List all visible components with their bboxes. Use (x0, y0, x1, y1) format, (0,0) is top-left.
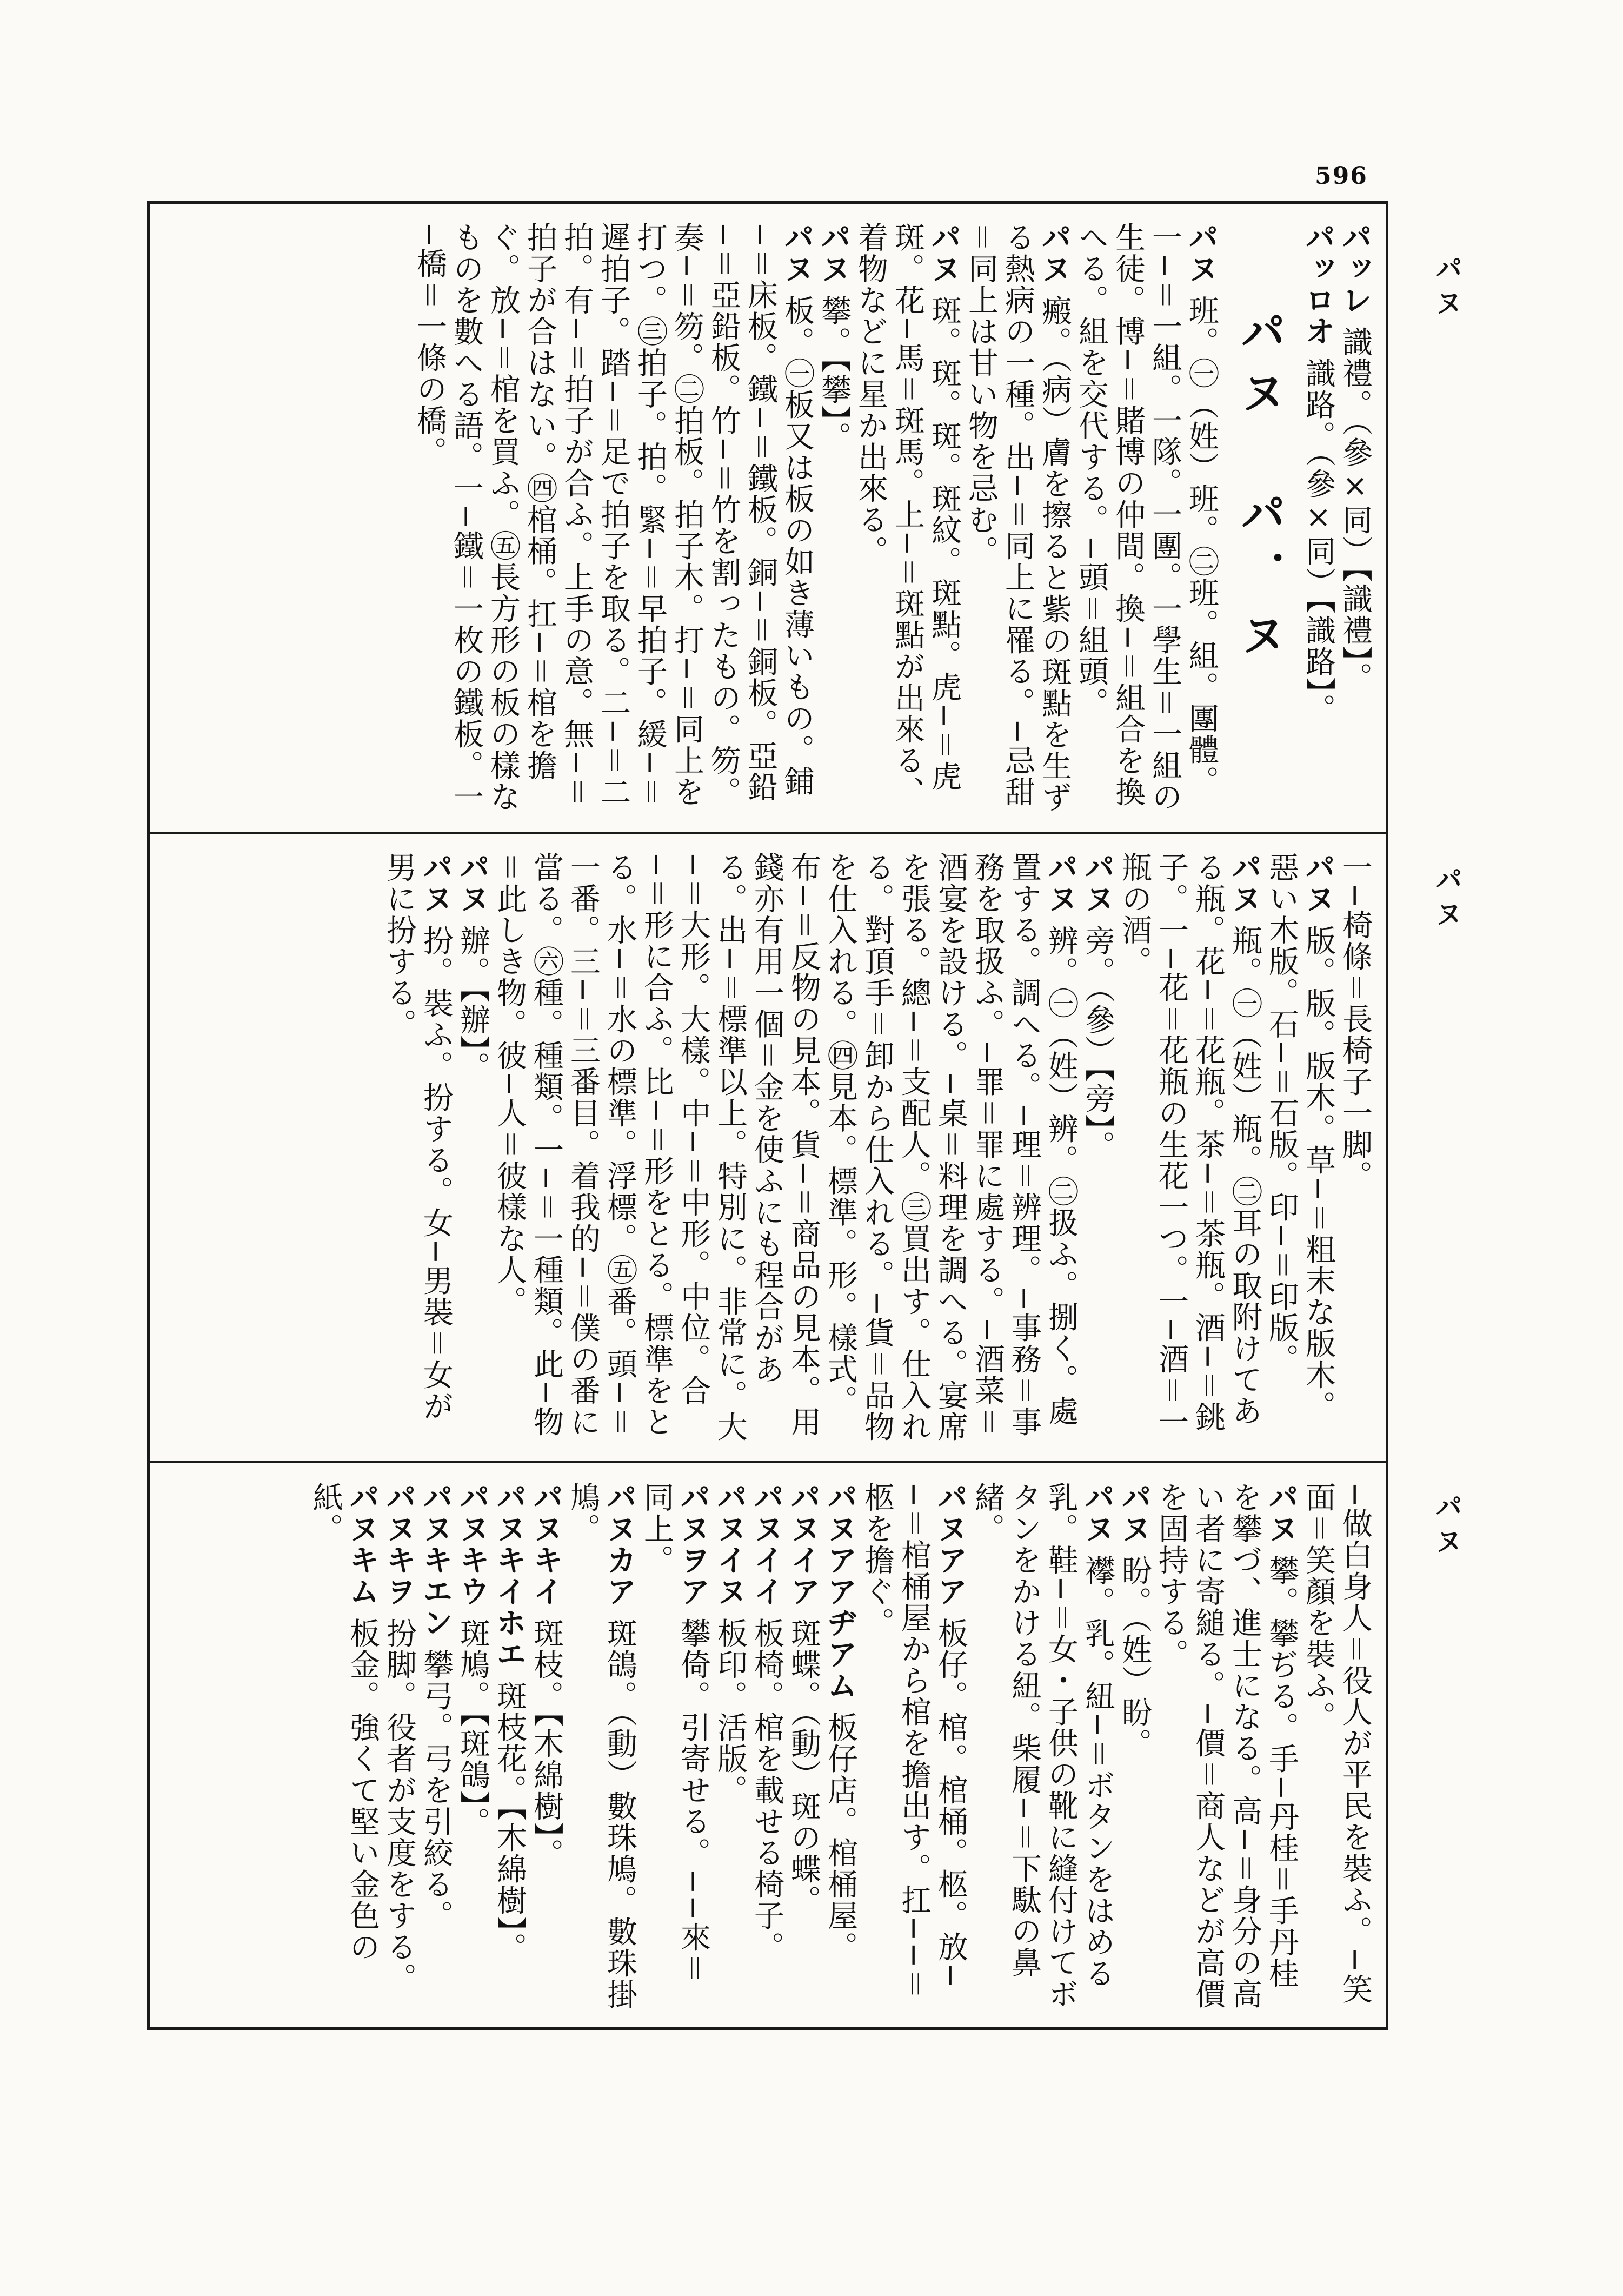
section-title: パヌ パ．ヌ (1233, 308, 1287, 672)
entry: パヌ 旁。（參）【旁】。 (1080, 852, 1115, 1162)
entry: パッロオ 識路。（參×同）【識路】。 (1300, 222, 1336, 725)
entry: パヌキヲ 扮脚。役者が支度をする。 (381, 1482, 417, 1994)
margin-head-1: パヌ (1431, 254, 1463, 323)
entry: パヌ 辨。㊀（姓）辨。㊁扱ふ。捌く。處置する。調へる。−理＝辨理。−事務＝事務を取扱ふ。−罪＝罪に處する。−酒菜＝酒宴を設ける。−桌＝料理を調へる。宴席を張る。總−＝支配人。㊂買出す。仕入れる。對頂手＝卸から仕入れる。−貨＝品物を仕入れる。㊃見本。標準。形。樣式。布−＝反物の見本。貨−＝商品の見本。用錢亦有用一個＝金を使ふにも程合がある。出−＝標準以上。特別に。非常に。大−＝大形。大樣。中−＝中形。中位。合−＝形に合ふ。比−＝形をとる。標準をとる。水−＝水の標準。浮標。㊄番。頭−＝一番。三−＝三番目。着我的−＝僕の番に當る。㊅種。種類。一−＝一種類。此−物＝此しき物。彼−人＝彼樣な人。 (492, 852, 1079, 1443)
entry: パヌイア 斑蝶。（動）斑の蝶。 (786, 1482, 821, 1916)
entry: パヌキム 板金。強くて堅い金色の紙。 (308, 1482, 380, 1963)
dictionary-section-2 (162, 852, 1373, 1452)
entry: パヌ 班。㊀（姓）班。㊁班。組。團體。一−＝一組。一隊。一團。一學生＝一組の生徒。博−＝賭博の仲間。換−＝組合を換へる。組を交代する。−頭＝組頭。 (1074, 222, 1219, 813)
dictionary-section-1 (162, 222, 1373, 822)
page-number: 596 (1315, 162, 1368, 190)
entry: パヌ 攀。【攀】。 (816, 222, 852, 453)
entry: パヌ 襻。乳。紐−＝ボタンをはめる乳。鞋−＝女・子供の靴に縫付けてボタンをかける紐。柴履−＝下駄の鼻緒。 (970, 1482, 1115, 2010)
entry: −做白身人＝役人が平民を裝ふ。−笑面＝笑顏を裝ふ。 (1301, 1482, 1373, 2005)
section-divider-1 (147, 832, 1388, 834)
entry: パヌアアヂアム 板仔店。棺桶屋。 (822, 1482, 858, 1963)
entry: パッレ 識禮。（參×同）【識禮】。 (1337, 222, 1373, 694)
entry: パヌ 攀。攀ぢる。手−丹桂＝手丹桂を攀づ、進士になる。高−＝身分の高い者に寄縋る。−價＝商人などが高價を固持する。 (1154, 1482, 1299, 2010)
entry: パヌカア 斑鴿。（動）數珠鳩。數珠掛鳩。 (566, 1482, 637, 2010)
entry: パヌ 辦。【辦】。 (455, 852, 490, 1083)
entry: パヌ 瓶。㊀（姓）瓶。㊁耳の取附けてある瓶。花−＝花瓶。茶−＝茶瓶。酒−＝銚子。一−花＝花瓶の生花一つ。一−酒＝一瓶の酒。 (1117, 852, 1262, 1438)
entry: パヌイイ 板椅。棺を載せる椅子。 (749, 1482, 784, 1963)
entry: パヌヲア 攀倚。引寄せる。−−來＝同上。 (639, 1482, 711, 1985)
entry: パヌ 板。㊀板又は板の如き薄いもの。鋪−＝床板。鐵−＝鐵板。銅−＝銅板。亞鉛−＝亞鉛板。竹−＝竹を割ったもの。笏。奏−＝笏。㊁拍板。拍子木。打−＝同上を打つ。㊂拍子。拍。緊−＝早拍子。緩−＝遲拍子。踏−＝足で拍子を取る。二−＝二拍。有−＝拍子が合ふ。上手の意。無−＝拍子が合はない。㊃棺桶。扛−＝棺を擔ぐ。放−＝棺を買ふ。㊄長方形の板の樣なものを數へる語。一−鐵＝一枚の鐵板。一−橋＝一條の橋。 (412, 222, 815, 813)
entry: パヌキウ 斑鳩。【斑鴿】。 (455, 1482, 490, 1839)
entry: パヌアア 板仔。棺。棺桶。柩。放−−＝棺桶屋から棺を擔出す。扛−−＝柩を擔ぐ。 (860, 1482, 968, 2000)
entry: パヌ 盼。（姓）盼。 (1116, 1482, 1152, 1760)
entry: パヌ 版。版。版木。草−＝粗末な版木。惡い木版。石−＝石版。印−＝印版。 (1264, 852, 1336, 1422)
entry: パヌイヌ 板印。活版。 (712, 1482, 748, 1806)
dictionary-section-3 (162, 1482, 1373, 2017)
entry: パヌキイ 斑枝。【木綿樹】。 (528, 1482, 564, 1870)
entry: パヌ 扮。裝ふ。扮する。女−男裝＝女が男に扮する。 (382, 852, 454, 1422)
entry: パヌ 斑。斑。斑。斑紋。斑點。虎−＝虎斑。花−馬＝斑馬。上−＝斑點が出來る、着物などに星か出來る。 (853, 222, 962, 808)
section-divider-2 (147, 1461, 1388, 1463)
entry: パヌ 瘢。（病）膚を擦ると紫の斑點を生ずる熱病の一種。出−＝同上に罹る。−忌甜＝同上は甘い物を忌む。 (963, 222, 1072, 813)
entry: パヌキエン 攀弓。弓を引絞る。 (418, 1482, 454, 1932)
margin-head-2: パヌ (1431, 865, 1463, 934)
margin-head-3: パヌ (1431, 1492, 1463, 1562)
entry: パヌキイホエ 斑枝花。【木綿樹】。 (491, 1482, 527, 1964)
entry: 一−椅條＝長椅子一脚。 (1338, 852, 1373, 1192)
